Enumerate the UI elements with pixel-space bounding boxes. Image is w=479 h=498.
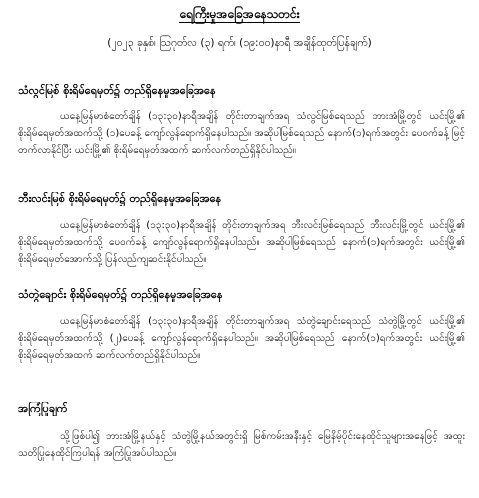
section-heading-bilin: ဘီးလင်းမြစ် စိုးရိမ်ရေမှတ်၌ တည်ရှိနေမှုအခြေအနေ <box>18 192 222 205</box>
bulletin-title-text: ရေကြီးမှုအခြေအနေသတင်း <box>179 7 300 21</box>
section-body-thanlwin: ယနေ့မြန်မာစံတော်ချိန် (၁၃:၃၀)နာရီအချိန် တိုင်းတာချက်အရ သံလွင်မြစ်ရေသည် ဘားအံမြို့တွင် ယင်းမြို့၏ စိုးရိမ်ရေမှတ်အထက်သို့ (၁)ပေခန့် ကျော်လွန်ရောက်ရှိနေပါသည်။ အဆိုပါမြစ်ရေသည် နောက်(၁)ရက်အတွင်း ပေဝက်ခန့် မြင့်တက်လာနိုင်ပြီး ယင်းမြို့၏ စိုးရိမ်ရေမှတ်အထက် ဆက်လက်တည်ရှိနိုင်ပါသည်။ <box>18 111 465 156</box>
section-heading-thandwe: သံတွဲချောင်း စိုးရိမ်ရေမှတ်၌ တည်ရှိနေမှုအခြေအနေ <box>18 288 223 301</box>
section-body-bilin: ယနေ့မြန်မာစံတော်ချိန် (၁၃:၃၀)နာရီအချိန် တိုင်းတာချက်အရ ဘီးလင်းမြစ်ရေသည် ဘီးလင်းမြို့တွင် ယင်းမြို့၏ စိုးရိမ်ရေမှတ်အထက်သို့ ပေဝက်ခန့် ကျော်လွန်ရောက်ရှိနေပါသည်။ အဆိုပါမြစ်ရေသည် နောက်(၁)ရက်အတွင်း ယင်းမြို့၏ စိုးရိမ်ရေမှတ်အောက်သို့ ပြန်လည်ကျဆင်းနိုင်ပါသည်။ <box>18 220 465 265</box>
section-body-advice: သို့ဖြစ်ပါ၍ ဘားအံမြို့နယ်နှင့် သံတွဲမြို့နယ်အတွင်းရှိ မြစ်ကမ်းအနီးနှင့် မြေနိမ့်ပိုင်းနေထိုင်သူများအနေဖြင့် အထူးသတိပြုနေထိုင်ကြပါရန် အကြံပြုအပ်ပါသည်။ <box>18 431 465 459</box>
bulletin-subtitle: (၂၀၂၃ ခုနှစ်၊ ဩဂုတ်လ (၃) ရက်၊ (၁၉:၀၀)နာရီ အချိန်ထုတ်ပြန်ချက်) <box>107 37 372 49</box>
section-heading-advice: အကြံပြုချက် <box>18 402 68 415</box>
section-body-thandwe: ယနေ့မြန်မာစံတော်ချိန် (၁၃:၃၀)နာရီအချိန် တိုင်းတာချက်အရ သံတွဲချောင်းရေသည် သံတွဲမြို့တွင် ယင်းမြို့၏ စိုးရိမ်ရေမှတ်အထက်သို့ (၂)ပေခန့် ကျော်လွန်ရောက်ရှိနေပါသည်။ အဆိုပါမြစ်ရေသည် နောက်(၁)ရက်အတွင်း ယင်းမြို့၏ စိုးရိမ်ရေမှတ်အထက် ဆက်လက်တည်ရှိနိုင်ပါသည်။ <box>18 316 465 361</box>
bulletin-title <box>0 6 479 22</box>
section-heading-thanlwin: သံလွင်မြစ် စိုးရိမ်ရေမှတ်၌ တည်ရှိနေမှုအခြေအနေ <box>18 84 216 97</box>
